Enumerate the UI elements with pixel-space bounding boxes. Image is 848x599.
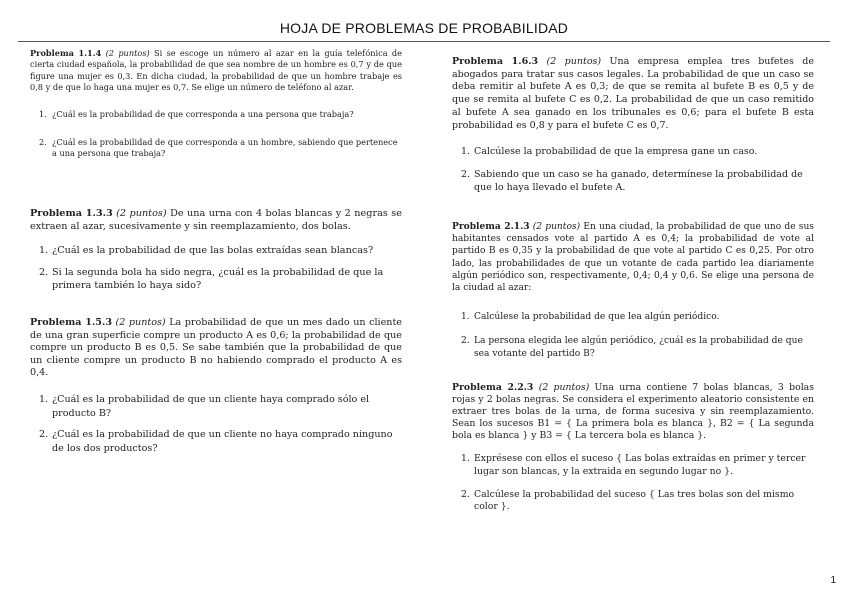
problem-text: Si se escoge un número al azar en la guía telefónica de cierta ciudad española, la probabilidad de que sea nombre de un hombre es 0,7 y de que figure una mujer es 0,3. En dicha ciudad, la probabilidad de que un hombre trabaje es 0,8 y de que lo haga una mujer es 0,7. Se elige un número de teléfono al azar.: [30, 48, 402, 92]
problem-points: (2 puntos): [538, 382, 590, 393]
problem-statement: [30, 317, 402, 380]
problem-name: Problema 2.2.3: [452, 382, 534, 393]
problem-2-1-3: [452, 221, 814, 372]
question-item: 1. Calcúlese la probabilidad de que la empresa gane un caso.: [461, 146, 758, 158]
problem-statement: [452, 221, 814, 294]
problem-1-6-3: [452, 56, 814, 204]
question-list: [30, 393, 402, 455]
problem-statement: [30, 208, 402, 233]
question-list: [452, 145, 814, 195]
problem-name: Problema 1.3.3: [30, 208, 113, 219]
question-list: [30, 244, 402, 293]
question-item: 2. ¿Cuál es la probabilidad de que corresponda a un hombre, sabiendo que pertenece a una persona que trabaja?: [39, 136, 398, 159]
question-list: [30, 109, 402, 160]
page-number: 1: [830, 575, 836, 586]
problem-text: De una urna con 4 bolas blancas y 2 negras se extraen al azar, sucesivamente y sin reemplazamiento, dos bolas.: [30, 208, 402, 232]
question-item: 1. ¿Cuál es la probabilidad de que un cliente haya comprado sólo el producto B?: [39, 393, 370, 419]
problem-points: (2 puntos): [116, 208, 167, 219]
problem-text: Una empresa emplea tres bufetes de abogados para tratar sus casos legales. La probabilidad de que un caso se deba remitir al bufete A es 0,3; de que se remita al bufete B es 0,5 y de que se remita al bufete C es 0,2. La probabilidad de que un caso remitido al bufete A sea ganado en los tribunales es 0,6; para el bufete B esta probabilidad es 0,8 y para el bufete C es 0,7.: [452, 56, 814, 131]
problem-text: En una ciudad, la probabilidad de que uno de sus habitantes censados vote al partido A es 0,4; la probabilidad de vote al partido B es 0,35 y la probabilidad de que vote al partido C es 0,25. Por otro lado, las probabilidades de que un votante de cada partido lea diariamente algún periódico son, respectivamente, 0,4; 0,4 y 0,6. Se elige una persona de la ciudad al azar:: [452, 222, 814, 294]
question-item: 1. Calcúlese la probabilidad de que lea algún periódico.: [461, 312, 720, 323]
question-item: 2. Si la segunda bola ha sido negra, ¿cuál es la probabilidad de que la primera también lo haya sido?: [39, 266, 384, 292]
problem-statement: [30, 48, 402, 93]
page-title: HOJA DE PROBLEMAS DE PROBABILIDAD: [279, 20, 569, 36]
question-list: [452, 453, 814, 513]
problem-points: (2 puntos): [115, 317, 166, 328]
problem-statement: [452, 382, 814, 442]
problem-2-2-3: [452, 382, 814, 524]
problem-1-5-3: [30, 317, 402, 463]
problem-points: (2 puntos): [532, 222, 581, 232]
problem-statement: [452, 56, 814, 132]
problem-name: Problema 1.6.3: [452, 56, 539, 67]
question-item: 1. Exprésese con ellos el suceso { Las bolas extraídas en primer y tercer lugar son blancas, y la extraida en segundo lugar no }.: [461, 453, 806, 478]
problem-text: La probabilidad de que un mes dado un cliente de una gran superficie compre un producto A es 0,6; la probabilidad de que compre un producto B es 0,5. Se sabe también que la probabilidad de que un cliente compre un producto B no habiendo comprado el producto A es 0,4.: [30, 317, 402, 379]
problem-name: Problema 1.1.4: [30, 48, 102, 58]
header-divider: [18, 41, 830, 42]
problem-text: Una urna contiene 7 bolas blancas, 3 bolas rojas y 2 bolas negras. Se considera el experimento aleatorio consistente en extraer tres bolas de la urna, de forma sucesiva y sin reemplazamiento. Sean los sucesos B1 = { La primera bola es blanca }, B2 = { La segunda bola es blanca } y B3 = { La tercera bola es blanca }.: [452, 382, 814, 442]
question-item: 1. ¿Cuál es la probabilidad de que corresponda a una persona que trabaja?: [39, 109, 354, 120]
question-list: [452, 311, 814, 360]
question-item: 2. Sabiendo que un caso se ha ganado, determínese la probabilidad de que lo haya llevado el bufete A.: [461, 168, 803, 194]
problem-points: (2 puntos): [546, 56, 602, 67]
problem-name: Problema 2.1.3: [452, 221, 530, 232]
problem-1-3-3: [30, 208, 402, 301]
problem-name: Problema 1.5.3: [30, 317, 112, 328]
question-item: 1. ¿Cuál es la probabilidad de que las bolas extraídas sean blancas?: [39, 245, 374, 257]
question-item: 2. ¿Cuál es la probabilidad de que un cliente no haya comprado ninguno de los dos productos?: [39, 429, 393, 454]
question-item: 2. Calcúlese la probabilidad del suceso { Las tres bolas son del mismo color }.: [461, 488, 795, 513]
problem-points: (2 puntos): [105, 48, 150, 58]
problem-1-1-4: [30, 48, 402, 176]
question-item: 2. La persona elegida lee algún periódico, ¿cuál es la probabilidad de que sea votante del partido B?: [461, 336, 803, 359]
